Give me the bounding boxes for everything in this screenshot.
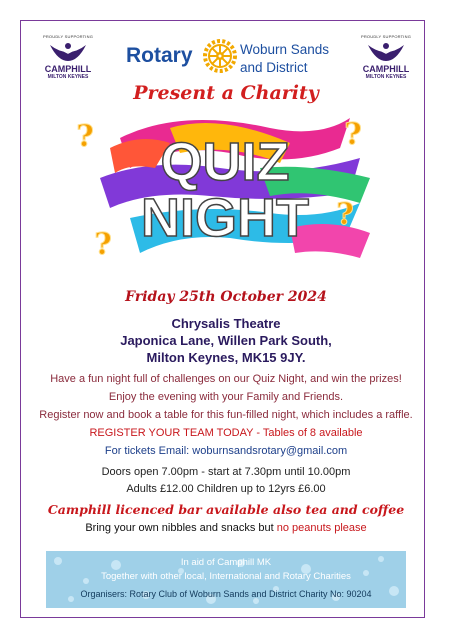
banner-organisers: Organisers: Rotary Club of Woburn Sands and District Charity No: 90204 [80, 589, 372, 599]
club-name-line2: and District [240, 60, 308, 75]
camphill-emblem-icon [366, 41, 406, 63]
register-call-to-action: REGISTER YOUR TEAM TODAY - Tables of 8 available [89, 427, 363, 439]
rotary-wheel-icon [202, 38, 238, 74]
event-date: Friday 25th October 2024 [125, 289, 327, 305]
supporting-label: PROUDLY SUPPORTING [42, 34, 94, 39]
banner-in-aid: In aid of Camphill MK [180, 557, 272, 568]
venue-address-line2: Milton Keynes, MK15 9JY. [146, 350, 306, 365]
question-mark-icon [330, 196, 360, 230]
nibbles-text: Bring your own nibbles and snacks but [85, 522, 277, 534]
question-mark-icon [70, 118, 100, 152]
family-text: Enjoy the evening with your Family and Friends. [108, 391, 344, 403]
ticket-prices: Adults £12.00 Children up to 12yrs £6.00 [126, 483, 326, 495]
venue-name: Chrysalis Theatre [171, 316, 281, 331]
door-times: Doors open 7.00pm - start at 7.30pm until 10.00pm [101, 466, 351, 478]
club-name [240, 41, 329, 77]
venue-address-line1: Japonica Lane, Willen Park South, [120, 333, 332, 348]
supporting-label: PROUDLY SUPPORTING [360, 34, 412, 39]
rotary-wordmark: Rotary [126, 44, 193, 67]
charity-name: CAMPHILL [44, 64, 92, 74]
charity-location: MILTON KEYNES [365, 74, 407, 80]
camphill-emblem-icon [48, 41, 88, 63]
register-info-text: Register now and book a table for this fun-filled night, which includes a raffle. [39, 409, 413, 421]
camphill-logo-left [33, 34, 103, 80]
camphill-logo-right [351, 34, 421, 80]
club-name-line1: Woburn Sands [240, 42, 330, 57]
svg-text:?: ? [94, 227, 112, 260]
svg-text:?: ? [344, 117, 362, 150]
night-title: NIGHT [141, 188, 309, 248]
banner-other-charities: Together with other local, International and Rotary Charities [101, 571, 351, 582]
present-a-charity-heading: Present a Charity [133, 82, 319, 104]
intro-text: Have a fun night full of challenges on our Quiz Night, and win the prizes! [50, 373, 402, 385]
quiz-title: QUIZ [160, 132, 290, 192]
tickets-email: For tickets Email: woburnsandsrotary@gmail.com [104, 445, 348, 457]
svg-text:?: ? [76, 119, 94, 152]
no-peanuts-warning: no peanuts please [276, 522, 367, 534]
svg-text:?: ? [336, 197, 354, 230]
charity-name: CAMPHILL [362, 64, 410, 74]
nibbles-notice [0, 522, 452, 534]
question-mark-icon [88, 226, 118, 260]
rotary-logo [126, 38, 356, 78]
bar-notice: Camphill licenced bar available also tea and coffee [47, 502, 405, 517]
venue [0, 315, 452, 366]
charity-banner [46, 551, 406, 608]
question-mark-icon [338, 116, 368, 150]
charity-location: MILTON KEYNES [47, 74, 89, 80]
